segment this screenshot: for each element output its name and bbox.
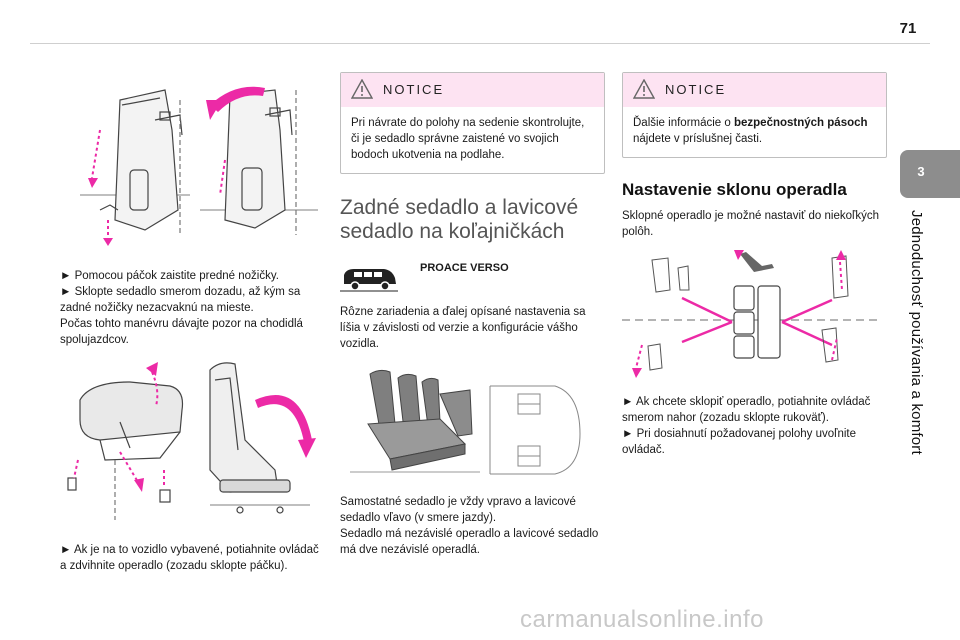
notice-text bbox=[623, 107, 886, 157]
paragraph-1: Rôzne zariadenia a ďalej opísané nastavenia sa líšia v závislosti od verzie a konfigurácie vášho vozidla. bbox=[340, 306, 586, 350]
chapter-number: 3 bbox=[917, 164, 925, 179]
notice-header bbox=[341, 73, 604, 107]
van-icon bbox=[340, 266, 398, 297]
instruction-line: ► Sklopte sedadlo smerom dozadu, až kým sa zadné nožičky nezacvaknú na mieste. bbox=[60, 286, 301, 314]
column-right bbox=[622, 72, 887, 458]
page-number: 71 bbox=[899, 20, 917, 37]
chapter-side-label bbox=[900, 210, 940, 470]
section-title: Nastavenie sklonu operadla bbox=[622, 180, 847, 199]
chapter-title: Jednoduchosť používania a komfort bbox=[908, 210, 925, 455]
notice-box bbox=[340, 72, 605, 174]
header-rule bbox=[30, 43, 930, 44]
instruction-line: ► Ak chcete sklopiť operadlo, potiahnite ovládač smerom nahor (zozadu sklopte rukoväť). bbox=[622, 396, 871, 424]
warning-triangle-icon bbox=[633, 79, 655, 104]
instruction-line: ► Ak je na to vozidlo vybavené, potiahnite ovládač a zdvihnite operadlo (zozadu sklopte páčku). bbox=[60, 544, 319, 572]
column-middle bbox=[340, 72, 605, 558]
section-title: Zadné sedadlo a lavicové sedadlo na koľajničkách bbox=[340, 196, 579, 243]
backrest-recline-illustration bbox=[622, 250, 882, 380]
watermark: carmanualsonline.info bbox=[520, 606, 764, 633]
notice-text-end: nájdete v príslušnej časti. bbox=[633, 133, 763, 145]
instruction-line: ► Pri dosiahnutí požadovanej polohy uvoľnite ovládač. bbox=[622, 428, 857, 456]
notice-text: Pri návrate do polohy na sedenie skontrolujte, či je sedadlo správne zaistené vo svojich bodoch ukotvenia na podlahe. bbox=[351, 117, 585, 161]
seating-layout-illustration bbox=[340, 364, 590, 484]
model-row bbox=[340, 256, 605, 296]
instruction-block-2 bbox=[60, 542, 320, 574]
notice-header bbox=[623, 73, 886, 107]
notice-text-start: Ďalšie informácie o bbox=[633, 117, 734, 129]
instruction-line: Počas tohto manévru dávajte pozor na chodidlá spolujazdcov. bbox=[60, 318, 303, 346]
column-left bbox=[60, 60, 320, 574]
seatbelt-reference: bezpečnostných pásoch bbox=[733, 117, 868, 129]
paragraph-line: Samostatné sedadlo je vždy vpravo a lavicové sedadlo vľavo (v smere jazdy). bbox=[340, 496, 576, 524]
notice-title: NOTICE bbox=[665, 82, 727, 97]
intro-text: Sklopné operadlo je možné nastaviť do niekoľkých polôh. bbox=[622, 210, 879, 238]
instruction-block-1 bbox=[60, 268, 320, 348]
instruction-block-3 bbox=[622, 394, 887, 458]
instruction-line: ► Pomocou páčok zaistite predné nožičky. bbox=[60, 270, 279, 282]
notice-box bbox=[622, 72, 887, 158]
chapter-tab bbox=[900, 150, 960, 198]
paragraph-line: Sedadlo má nezávislé operadlo a lavicové sedadlo má dve nezávislé operadlá. bbox=[340, 528, 599, 556]
warning-triangle-icon bbox=[351, 79, 373, 104]
model-label: PROACE VERSO bbox=[420, 262, 509, 274]
backrest-lift-illustration bbox=[60, 360, 320, 530]
paragraph-2 bbox=[340, 494, 605, 558]
seat-fold-illustration bbox=[60, 60, 320, 250]
notice-title: NOTICE bbox=[383, 82, 445, 97]
